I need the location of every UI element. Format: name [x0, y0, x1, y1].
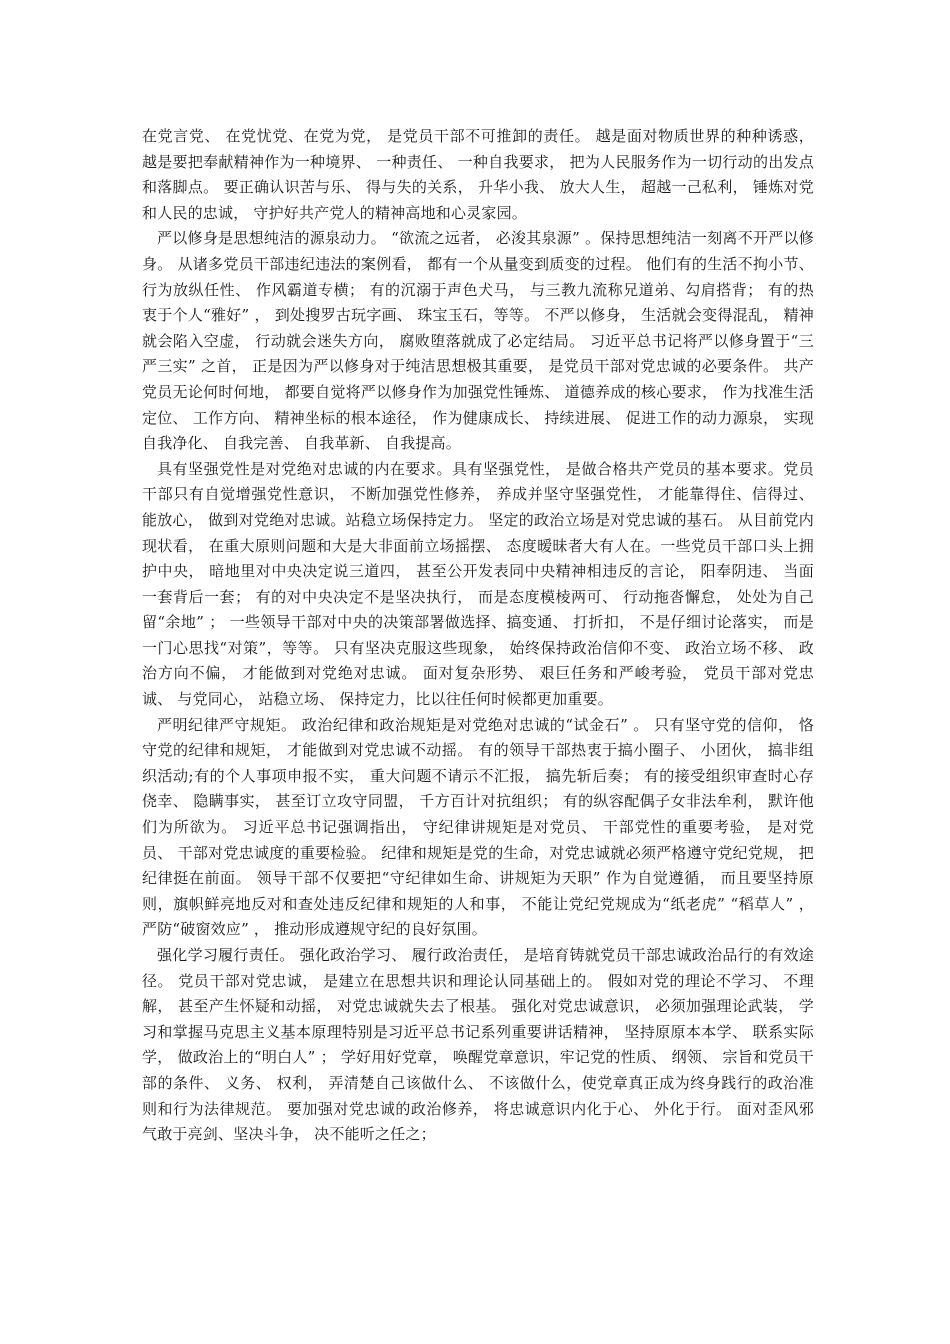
paragraph-loyalty-responsibility: 在党言党、 在党忧党、在党为党， 是党员干部不可推卸的责任。 越是面对物质世界的种种诱惑， 越是要把奉献精神作为一种境界、 一种责任、 一种自我要求， 把为人民服务作为一切行动的出发点和落脚点。 要正确认识苦与乐、 得与失的关系， 升华小我、 放大人生， 超越一己私利， 锤炼对党和人民的忠诚， 守护好共产党人的精神高地和心灵家园。: [142, 127, 814, 222]
paragraph-self-cultivation: 严以修身是思想纯洁的源泉动力。 “欲流之远者， 必浚其泉源” 。保持思想纯洁一刻离不开严以修身。 从诸多党员干部违纪违法的案例看， 都有一个从量变到质变的过程。 他们有的生活不拘小节、 行为放纵任性、 作风霸道专横； 有的沉溺于声色犬马， 与三教九流称兄道弟、勾肩搭背； 有的热衷于个人“雅好” ， 到处搜罗古玩字画、 珠宝玉石，等等。 不严以修身， 生活就会变得混乱， 精神就会陷入空虚， 行动就会迷失方向， 腐败堕落就成了必定结局。 习近平总书记将严以修身置于“三严三实” 之首， 正是因为严以修身对于纯洁思想极其重要， 是党员干部对党忠诚的必要条件。 共产党员无论何时何地， 都要自觉将严以修身作为加强党性锤炼、 道德养成的核心要求， 作为找准生活定位、 工作方向、 精神坐标的根本途径， 作为健康成长、 持续进展、 促进工作的动力源泉， 实现自我净化、 自我完善、 自我革新、 自我提高。: [142, 229, 814, 453]
document-body: [142, 124, 814, 1148]
paragraph-party-spirit: 具有坚强党性是对党绝对忠诚的内在要求。具有坚强党性， 是做合格共产党员的基本要求。党员干部只有自觉增强党性意识， 不断加强党性修养， 养成并坚守坚强党性， 才能靠得住、信得过、 能放心， 做到对党绝对忠诚。站稳立场保持定力。 坚定的政治立场是对党忠诚的基石。 从目前党内现状看， 在重大原则问题和大是大非面前立场摇摆、 态度暧昧者大有人在。一些党员干部口头上拥护中央， 暗地里对中央决定说三道四， 甚至公开发表同中央精神相违反的言论， 阳奉阴违、 当面一套背后一套； 有的对中央决定不是坚决执行， 而是态度模棱两可、 行动拖沓懈怠， 处处为自己留“余地” ； 一些领导干部对中央的决策部署做选择、搞变通、 打折扣， 不是仔细讨论落实， 而是一门心思找“对策”，等等。 只有坚决克服这些现象， 始终保持政治信仰不变、 政治立场不移、 政治方向不偏， 才能做到对党绝对忠诚。 面对复杂形势、 艰巨任务和严峻考验， 党员干部对党忠诚、 与党同心， 站稳立场、 保持定力，比以往任何时候都更加重要。: [142, 459, 814, 709]
paragraph-discipline-rules: 严明纪律严守规矩。 政治纪律和政治规矩是对党绝对忠诚的“试金石” 。 只有坚守党的信仰， 恪守党的纪律和规矩， 才能做到对党忠诚不动摇。 有的领导干部热衷于搞小圈子、 小团伙， 搞非组织活动;有的个人事项申报不实， 重大问题不请示不汇报， 搞先斩后奏； 有的接受组织审查时心存侥幸、 隐瞒事实， 甚至订立攻守同盟， 千方百计对抗组织； 有的纵容配偶子女非法牟利， 默许他们为所欲为。 习近平总书记强调指出， 守纪律讲规矩是对党员、 干部党性的重要考验， 是对党员、 干部对党忠诚度的重要检验。 纪律和规矩是党的生命，对党忠诚就必须严格遵守党纪党规， 把纪律挺在前面。 领导干部不仅要把“守纪律如生命、讲规矩为天职” 作为自觉遵循， 而且要坚持原则，旗帜鲜亮地反对和查处违反纪律和规矩的人和事， 不能让党纪党规成为“纸老虎” “稻草人” ， 严防“破窗效应” ， 推动形成遵规守纪的良好氛围。: [142, 715, 814, 939]
paragraph-study-duty: 强化学习履行责任。 强化政治学习、 履行政治责任， 是培育铸就党员干部忠诚政治品行的有效途径。 党员干部对党忠诚， 是建立在思想共识和理论认同基础上的。 假如对党的理论不学习、 不理解， 甚至产生怀疑和动摇， 对党忠诚就失去了根基。 强化对党忠诚意识， 必须加强理论武装， 学习和掌握马克思主义基本原理特别是习近平总书记系列重要讲话精神， 坚持原原本本学、 联系实际学， 做政治上的“明白人” ； 学好用好党章， 唤醒党章意识，牢记党的性质、 纲领、 宗旨和党员干部的条件、 义务、 权利， 弄清楚自己该做什么、 不该做什么，使党章真正成为终身践行的政治准则和行为法律规范。 要加强对党忠诚的政治修养， 将忠诚意识内化于心、 外化于行。 面对歪风邪气敢于亮剑、坚决斗争， 决不能听之任之；: [142, 946, 814, 1144]
